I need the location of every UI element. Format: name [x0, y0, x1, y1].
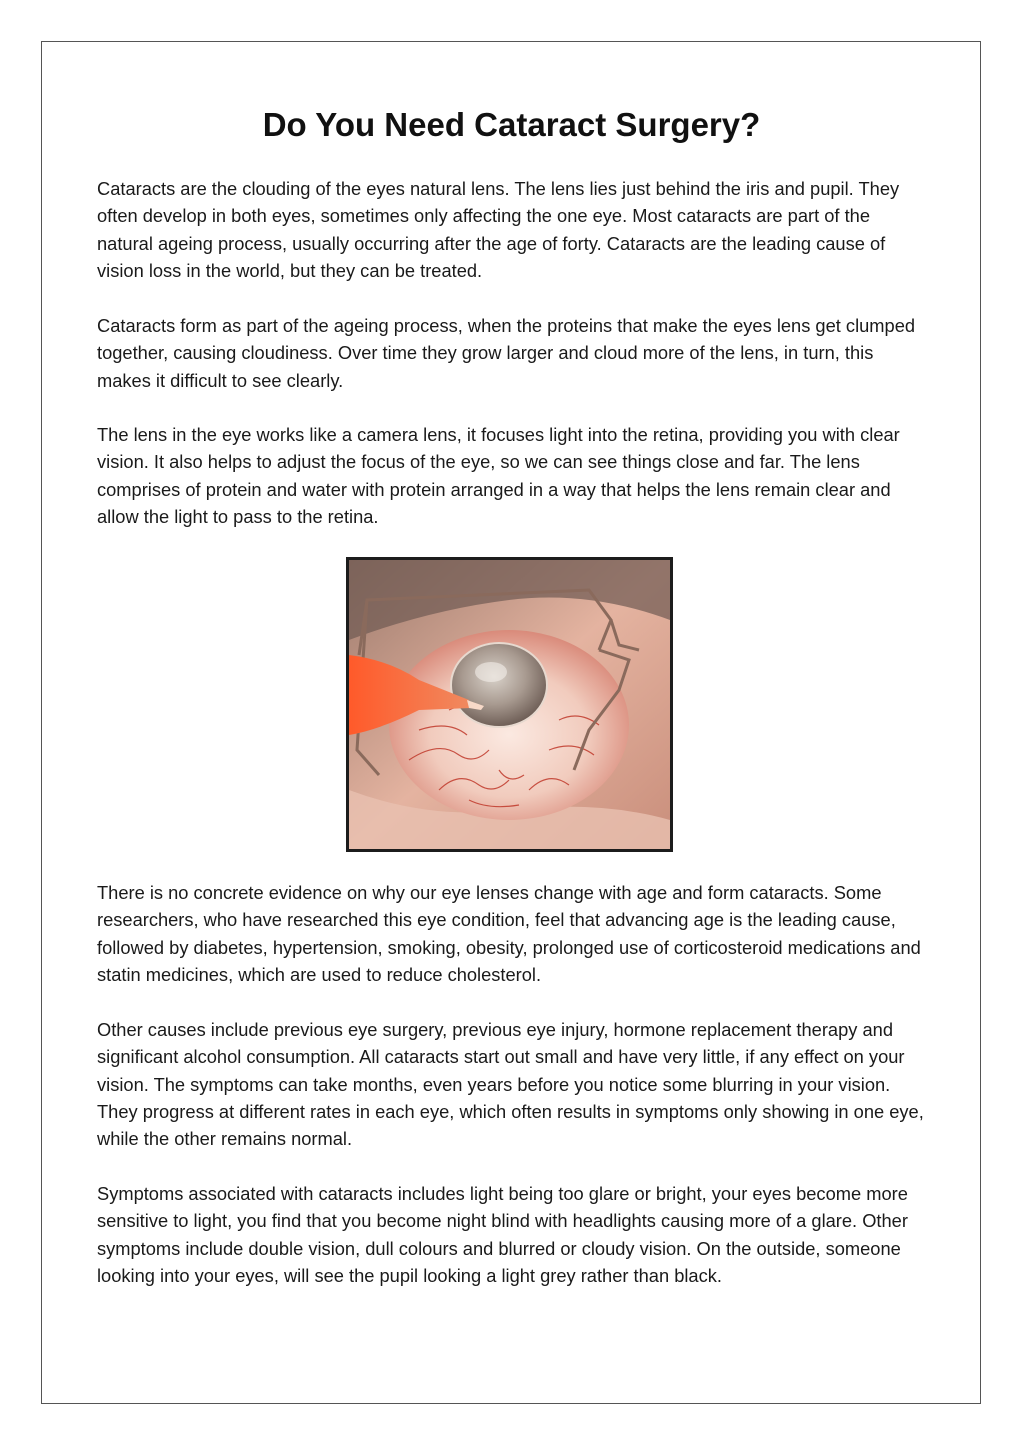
paragraph-intro: Cataracts are the clouding of the eyes natural lens. The lens lies just behind the iris and pupil. They often develop in both eyes, sometimes only affecting the one eye. Most cataracts are part of the natural ageing process, usually occurring after the age of forty. Cataracts are the leading cause of vision loss in the world, but they can be treated. [97, 178, 900, 281]
cataract-surgery-image [346, 557, 673, 852]
page-title: Do You Need Cataract Surgery? [262, 106, 761, 143]
paragraph-symptoms: Symptoms associated with cataracts includes light being too glare or bright, your eyes become more sensitive to light, you find that you become night blind with headlights causing more of a glare. Other symptoms include double vision, dull colours and blurred or cloudy vision. On the outside, someone looking into your eyes, will see the pupil looking a light grey rather than black. [97, 1183, 908, 1286]
eye-surgery-photo-icon [349, 560, 670, 849]
paragraph-lens-function: The lens in the eye works like a camera lens, it focuses light into the retina, providing you with clear vision. It also helps to adjust the focus of the eye, so we can see things close and far. The lens comprises of protein and water with protein arranged in a way that helps the lens remain clear and allow the light to pass to the retina. [97, 424, 900, 527]
paragraph-other-causes: Other causes include previous eye surgery, previous eye injury, hormone replacement therapy and significant alcohol consumption. All cataracts start out small and have very little, if any effect on your vision. The symptoms can take months, even years before you notice some blurring in your vision. They progress at different rates in each eye, which often results in symptoms only showing in one eye, while the other remains normal. [97, 1019, 924, 1150]
paragraph-formation: Cataracts form as part of the ageing process, when the proteins that make the eyes lens get clumped together, causing cloudiness. Over time they grow larger and cloud more of the lens, in turn, this makes it difficult to see clearly. [97, 315, 916, 391]
paragraph-causes: There is no concrete evidence on why our eye lenses change with age and form cataracts. Some researchers, who have researched this eye condition, feel that advancing age is the leading cause, followed by diabetes, hypertension, smoking, obesity, prolonged use of corticosteroid medications and statin medicines, which are used to reduce cholesterol. [97, 882, 921, 985]
